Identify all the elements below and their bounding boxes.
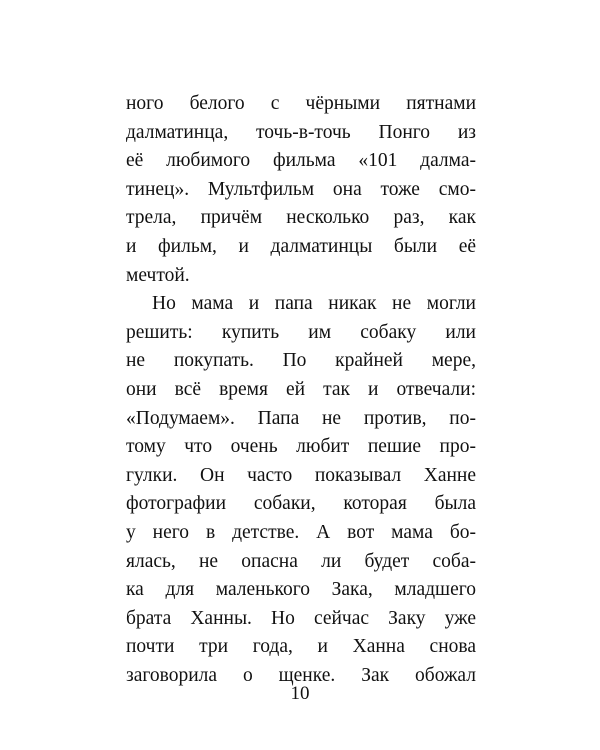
text-line: у него в детстве. А вот мама бо- — [126, 521, 476, 543]
text-line: тому что очень любит пешие про- — [126, 436, 476, 458]
text-line: «Подумаем». Папа не против, по- — [126, 407, 476, 429]
text-line: не покупать. По крайней мере, — [126, 350, 476, 372]
text-line: они всё время ей так и отвечали: — [126, 378, 476, 400]
text-line: гулки. Он часто показывал Ханне — [126, 464, 476, 486]
text-line: далматинца, точь-в-точь Понго из — [126, 121, 476, 143]
text-line: брата Ханны. Но сейчас Заку уже — [126, 607, 476, 629]
text-line: Но мама и папа никак не могли — [152, 293, 476, 315]
body-text — [126, 90, 476, 690]
text-line: почти три года, и Ханна снова — [126, 636, 476, 658]
text-line: её любимого фильма «101 далма- — [126, 150, 476, 172]
text-line: решить: купить им собаку или — [126, 321, 476, 343]
page-number: 10 — [290, 683, 310, 704]
text-line: ного белого с чёрными пятнами — [126, 93, 476, 114]
text-line: мечтой. — [126, 264, 190, 286]
text-line: и фильм, и далматинцы были её — [126, 235, 476, 257]
text-line: трела, причём несколько раз, как — [126, 207, 476, 229]
text-line: тинец». Мультфильм она тоже смо- — [126, 178, 476, 200]
text-line: ка для маленького Зака, младшего — [126, 579, 476, 601]
text-line: заговорила о щенке. Зак обожал — [126, 664, 476, 686]
text-line: фотографии собаки, которая была — [126, 493, 476, 515]
text-line: ялась, не опасна ли будет соба- — [126, 550, 476, 572]
